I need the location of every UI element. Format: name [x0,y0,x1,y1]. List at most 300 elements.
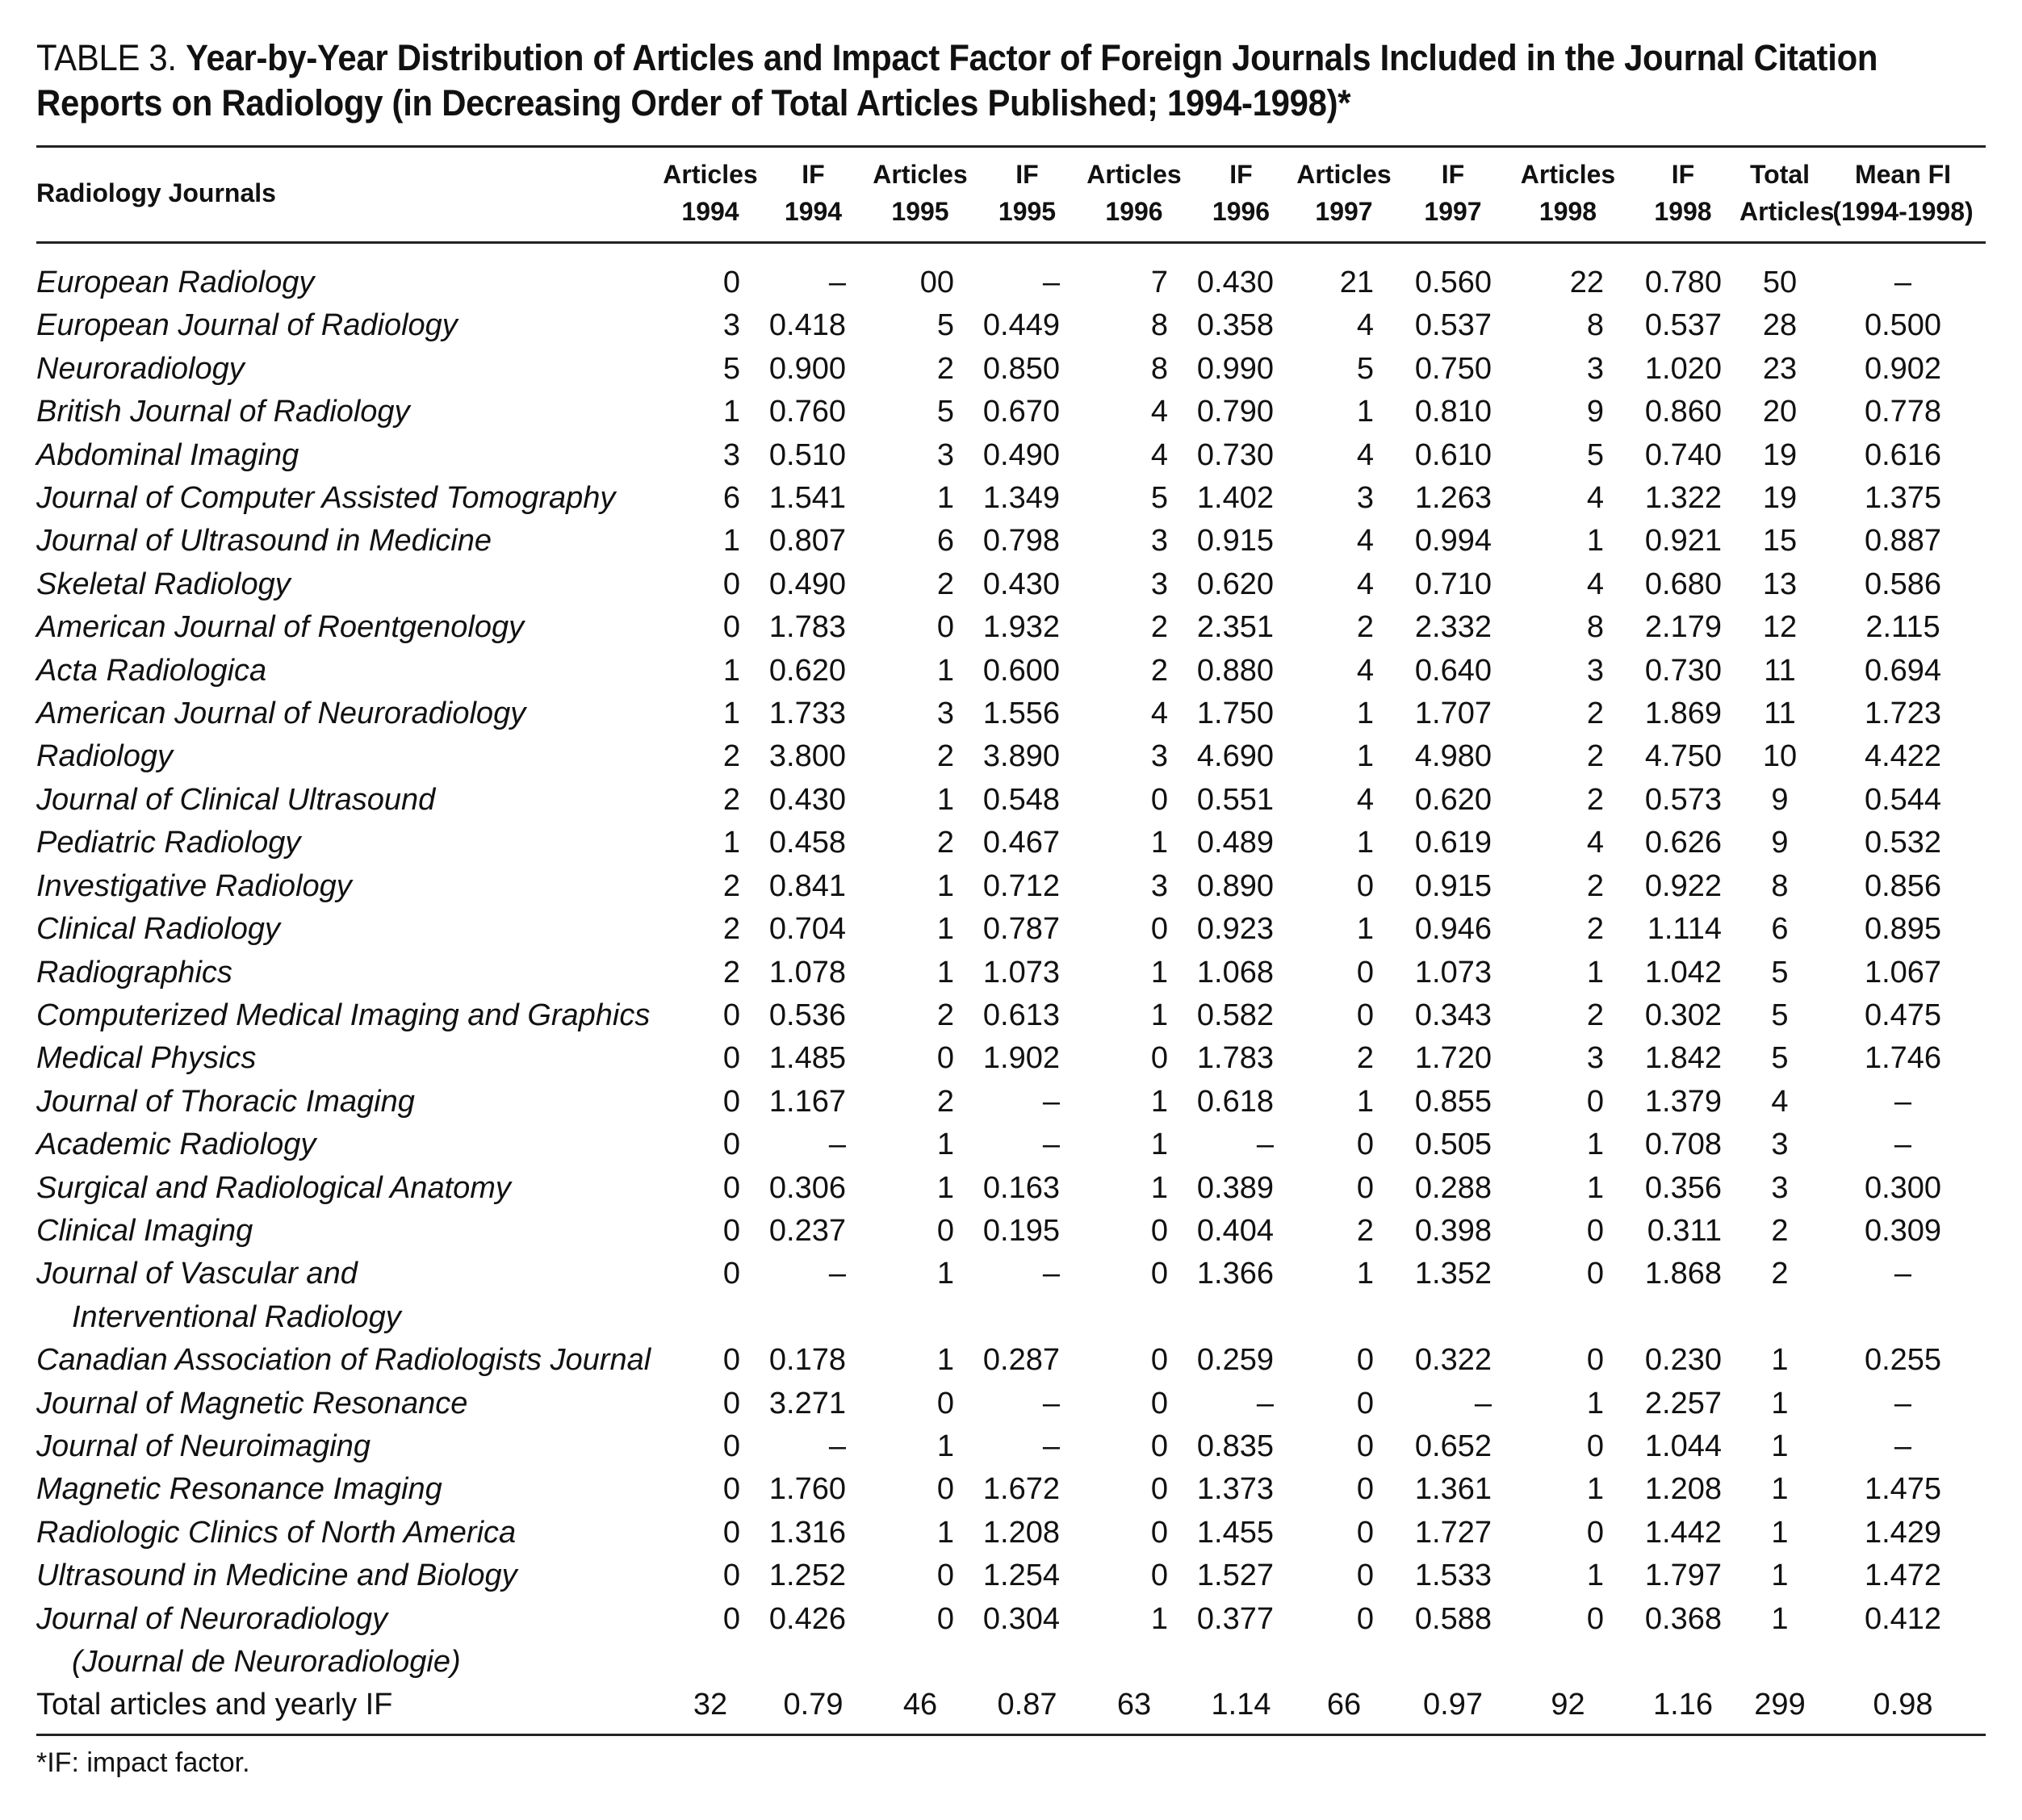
table-cell: 1.672 [982,1472,1060,1507]
table-cell: – [1894,1386,1912,1420]
header-line: Articles [1520,160,1616,189]
journal-name [36,1554,658,1597]
table-cell: 1 [936,782,954,817]
table-cell: 0 [936,1213,954,1248]
total-cell: 92 [1509,1684,1626,1734]
table-row [36,779,1986,822]
table-cell: 0.619 [1414,826,1492,860]
table-cell: 2 [1586,739,1604,774]
table-row [36,434,1986,477]
journal-name-text: Journal of Neuroimaging [36,1429,371,1463]
table-row [36,822,1986,864]
journal-name [36,1081,658,1123]
table-cell: 0.343 [1414,998,1492,1032]
table-cell: 0.302 [1644,998,1722,1032]
table-cell: 1 [936,868,954,903]
table-cell: 4 [1356,524,1374,559]
table-cell: 4 [1150,437,1168,472]
table-cell: 1.541 [768,481,846,516]
table-cell: 1.472 [1864,1559,1942,1593]
table-cell: 1 [1771,1472,1789,1507]
table-cell: 3 [936,697,954,731]
table-cell: 0 [722,1343,740,1378]
table-cell: 1.078 [768,955,846,989]
table-cell: 19 [1762,437,1798,472]
table-cell: 1 [1586,524,1604,559]
journal-name [36,1383,658,1425]
journal-table [36,145,1986,1736]
header-line: Mean FI [1854,160,1952,189]
table-cell: 1 [936,481,954,516]
journal-name [36,692,658,735]
table-cell: 0.532 [1864,826,1942,860]
table-cell: 12 [1762,610,1798,645]
journal-name-text: Radiology [36,739,173,774]
table-cell: 0.780 [1644,266,1722,299]
table-cell: 0.708 [1644,1128,1722,1162]
table-cell: 1.746 [1864,1041,1942,1076]
total-cell: 1.16 [1626,1684,1739,1734]
table-cell: 0 [1150,1257,1168,1291]
total-cell: 63 [1078,1684,1191,1734]
table-cell: 3 [1150,567,1168,601]
table-cell: 3.890 [982,739,1060,774]
table-cell: 0 [1356,998,1374,1032]
table-cell: 1 [1356,697,1374,731]
table-cell: 0 [1586,1257,1604,1291]
header-col-7 [1396,147,1509,243]
table-cell: 1 [1356,826,1374,860]
journal-name [36,391,658,433]
header-col-6 [1291,147,1396,243]
table-cell: 4 [1356,782,1374,817]
table-cell: – [1042,266,1060,299]
table-cell: 0.418 [768,308,846,343]
table-cell: 0 [722,1257,740,1291]
table-cell: 0 [1150,1041,1168,1076]
table-cell: 0.551 [1196,782,1274,817]
table-cell: 0.670 [982,395,1060,429]
table-cell: 0.946 [1414,912,1492,947]
table-cell: 0 [722,1472,740,1507]
journal-name [36,994,658,1037]
total-cell: 32 [658,1684,763,1734]
table-cell: 1.720 [1414,1041,1492,1076]
table-cell: 0.490 [768,567,846,601]
header-line: Articles [1296,160,1392,189]
table-cell: 1 [1771,1559,1789,1593]
journal-name-text: Academic Radiology [36,1128,316,1162]
table-cell: 2.332 [1414,610,1492,645]
journal-name-text: Journal of Thoracic Imaging [36,1084,415,1119]
table-cell: 2 [936,1084,954,1119]
journal-name [36,650,658,692]
journal-name-text: Journal of Clinical Ultrasound [36,782,436,817]
journal-name [36,1210,658,1253]
table-cell: 1.114 [1647,912,1722,947]
table-cell: 3 [1150,739,1168,774]
table-cell: 0.620 [1414,782,1492,817]
table-cell: 0 [722,1515,740,1550]
table-cell: 2 [722,955,740,989]
table-cell: 0.505 [1414,1128,1492,1162]
journal-name-text: Investigative Radiology [36,868,352,903]
footnote: *IF: impact factor. [36,1747,250,1778]
table-cell: 0.740 [1644,437,1722,472]
header-line: IF [1441,160,1465,189]
table-cell: – [1894,266,1912,299]
journal-name-text: Acta Radiologica [36,653,267,688]
table-cell: 1 [936,912,954,947]
table-cell: 0 [722,1601,740,1636]
table-cell: 1.352 [1414,1257,1492,1291]
table-cell: 0.412 [1864,1601,1942,1636]
table-cell: 0 [1586,1084,1604,1119]
table-cell: 0 [722,610,740,645]
table-cell: 0.430 [982,567,1060,601]
table-cell: 1.208 [982,1515,1060,1550]
table-cell: 4 [1356,437,1374,472]
table-cell: 0.620 [768,653,846,688]
table-cell: 9 [1771,826,1789,860]
table-cell: 1 [936,1257,954,1291]
table-cell: 23 [1762,351,1798,386]
table-cell: 0 [1356,1559,1374,1593]
table-cell: 0.237 [768,1213,846,1248]
table-cell: 1.167 [768,1084,846,1119]
table-cell: 0.730 [1644,653,1722,688]
table-cell: 0 [722,1084,740,1119]
table-cell: 20 [1762,395,1798,429]
journal-name [36,477,658,520]
table-cell: 0.798 [982,524,1060,559]
journal-name-text: Clinical Radiology [36,912,281,947]
table-cell: 0.921 [1644,524,1722,559]
table-cell: 3 [722,437,740,472]
table-cell: 0 [1356,1515,1374,1550]
table-cell: 2 [1586,782,1604,817]
journal-name [36,348,658,391]
table-cell: 0 [1150,1386,1168,1420]
table-row [36,1210,1986,1253]
table-cell: 0.430 [768,782,846,817]
table-cell: 1.379 [1644,1084,1722,1119]
table-cell: 0.178 [768,1343,846,1378]
table-cell: 5 [936,308,954,343]
journal-name-text: European Radiology [36,266,315,299]
journal-name [36,434,658,477]
header-col-10 [1739,147,1835,243]
table-header [36,147,1986,243]
table-row [36,1037,1986,1080]
table-cell: 0.389 [1196,1170,1274,1205]
table-cell: – [1894,1429,1912,1463]
total-cell: 66 [1291,1684,1396,1734]
journal-name-text: American Journal of Roentgenology [36,610,525,645]
table-cell: 1 [722,524,740,559]
table-cell: 2 [936,351,954,386]
header-line: Articles [663,160,758,189]
table-cell: 1.044 [1644,1429,1722,1463]
table-cell: – [1474,1386,1492,1420]
table-cell: 1 [1586,1128,1604,1162]
table-cell: 1 [1771,1601,1789,1636]
table-cell: 1.760 [768,1472,846,1507]
table-cell: 0.288 [1414,1170,1492,1205]
table-cell: 0.841 [768,868,846,903]
header-line: 1997 [1424,197,1482,226]
table-cell: 1 [1356,1084,1374,1119]
table-title: Year-by-Year Distribution of Articles and Impact Factor of Foreign Journals Included in the Journal Citation Reports on Radiology (in Decreasing Order of Total Articles Published; 1994-1998)* [36,37,1878,123]
table-cell: 2 [1586,697,1604,731]
total-cell: 299 [1739,1684,1820,1734]
total-cell: 0.87 [977,1684,1078,1734]
journal-name-continued: (Journal de Neuroradiologie) [72,1645,461,1679]
header-line: 1998 [1654,197,1712,226]
table-cell: 0 [936,1386,954,1420]
table-cell: 8 [1771,868,1789,903]
table-cell: 2.257 [1644,1386,1722,1420]
table-cell: 1.366 [1196,1257,1274,1291]
table-cell: 1.067 [1864,955,1942,989]
table-cell: – [1894,1084,1912,1119]
table-cell: 6 [936,524,954,559]
table-cell: – [828,1128,846,1162]
table-cell: – [828,1257,846,1291]
table-cell: 5 [1356,351,1374,386]
header-line: Articles [1739,197,1835,226]
table-row [36,735,1986,778]
table-cell: 0.377 [1196,1601,1274,1636]
table-cell: 2 [936,739,954,774]
table-cell: 2 [936,826,954,860]
table-cell: – [1042,1429,1060,1463]
table-cell: 0.787 [982,912,1060,947]
table-cell: 1 [1586,1472,1604,1507]
table-cell: 1.533 [1414,1559,1492,1593]
table-cell: 0.259 [1196,1343,1274,1378]
table-cell: 0 [1150,1559,1168,1593]
table-row [36,1167,1986,1210]
table-cell: 1 [1771,1429,1789,1463]
table-cell: 1.252 [768,1559,846,1593]
table-cell: 0.588 [1414,1601,1492,1636]
table-cell: 0 [1356,1429,1374,1463]
table-cell: 0.902 [1864,351,1942,386]
table-row [36,391,1986,433]
table-cell: 19 [1762,481,1798,516]
header-line: IF [1015,160,1039,189]
total-row [36,1684,1986,1734]
table-cell: 1.455 [1196,1515,1274,1550]
table-cell: 4 [1771,1084,1789,1119]
table-cell: 1.902 [982,1041,1060,1076]
header-col-0 [658,147,763,243]
table-row [36,1554,1986,1597]
table-cell: 0 [1356,955,1374,989]
header-line: Articles [1086,160,1182,189]
table-cell: 0 [1586,1601,1604,1636]
table-cell: 1.797 [1644,1559,1722,1593]
journal-name [36,1123,658,1166]
header-line: IF [802,160,825,189]
table-cell: 15 [1762,524,1798,559]
table-cell: 2 [936,998,954,1032]
table-cell: 0 [722,1170,740,1205]
table-cell: 0.426 [768,1601,846,1636]
journal-name-text: Skeletal Radiology [36,567,291,601]
total-cell: 0.98 [1820,1684,1986,1734]
table-cell: 1 [1356,395,1374,429]
table-cell: 0 [722,1213,740,1248]
table-cell: 50 [1762,266,1798,299]
table-cell: 5 [1771,1041,1789,1076]
journal-name [36,1468,658,1511]
table-cell: 4 [1356,567,1374,601]
table-cell: 1.068 [1196,955,1274,989]
table-cell: 0 [1586,1429,1604,1463]
table-row [36,1598,1986,1684]
table-cell: 0.230 [1644,1343,1722,1378]
table-cell: 3 [1586,1041,1604,1076]
table-cell: 0.778 [1864,395,1942,429]
table-cell: 1 [1150,1128,1168,1162]
table-cell: 0.548 [982,782,1060,817]
table-cell: 0.618 [1196,1084,1274,1119]
table-cell: 1.042 [1644,955,1722,989]
table-cell: 0.309 [1864,1213,1942,1248]
table-cell: 1.361 [1414,1472,1492,1507]
table-cell: 8 [1150,351,1168,386]
table-cell: 0 [936,1559,954,1593]
table-cell: 0.915 [1414,868,1492,903]
header-journals: Radiology Journals [36,147,658,243]
table-cell: 2 [1586,868,1604,903]
table-cell: 1.073 [982,955,1060,989]
table-cell: 1.527 [1196,1559,1274,1593]
table-cell: 1.349 [982,481,1060,516]
table-cell: 0 [936,1472,954,1507]
table-cell: 2 [1771,1257,1789,1291]
header-line: Articles [873,160,968,189]
table-cell: 0.304 [982,1601,1060,1636]
table-cell: 0.255 [1864,1343,1942,1378]
table-cell: 00 [919,266,954,299]
table-cell: 0 [1356,868,1374,903]
table-cell: – [1042,1386,1060,1420]
table-cell: 0.915 [1196,524,1274,559]
table-cell: 11 [1764,653,1796,688]
journal-name [36,1598,658,1684]
table-cell: 5 [936,395,954,429]
table-cell: 1.429 [1864,1515,1942,1550]
table-row [36,1383,1986,1425]
header-col-8 [1509,147,1626,243]
table-row [36,1339,1986,1382]
table-cell: 3 [722,308,740,343]
table-cell: 0.880 [1196,653,1274,688]
table-cell: 1.727 [1414,1515,1492,1550]
table-cell: 1 [1150,1601,1168,1636]
table-cell: 0.163 [982,1170,1060,1205]
table-cell: 3 [1150,868,1168,903]
table-cell: 0 [1586,1343,1604,1378]
journal-name-text: Ultrasound in Medicine and Biology [36,1559,517,1593]
journal-name [36,1425,658,1468]
table-cell: 3 [1586,653,1604,688]
table-cell: 4 [1586,481,1604,516]
table-cell: 1 [936,1515,954,1550]
total-label: Total articles and yearly IF [36,1684,658,1734]
table-cell: 1.475 [1864,1472,1942,1507]
table-cell: 0 [1150,1472,1168,1507]
table-cell: 0 [936,1601,954,1636]
table-cell: 1 [1586,1559,1604,1593]
header-col-2 [864,147,977,243]
header-col-3 [977,147,1078,243]
table-cell: 0.195 [982,1213,1060,1248]
table-cell: 1 [722,697,740,731]
table-cell: 28 [1762,308,1798,343]
table-cell: 0 [1150,1213,1168,1248]
table-cell: 0.537 [1414,308,1492,343]
table-row [36,994,1986,1037]
journal-name [36,822,658,864]
table-cell: 4 [1356,653,1374,688]
journal-name-text: Neuroradiology [36,351,245,386]
table-cell: 1 [936,1343,954,1378]
table-cell: 0.850 [982,351,1060,386]
table-cell: 1 [1586,1170,1604,1205]
table-cell: 9 [1586,395,1604,429]
journal-name-continued: Interventional Radiology [72,1299,401,1334]
table-cell: 0 [936,610,954,645]
table-cell: 11 [1764,697,1796,731]
table-cell: 1 [1771,1343,1789,1378]
table-cell: 5 [1771,955,1789,989]
journal-name-text: American Journal of Neuroradiology [36,697,526,731]
table-cell: 0.730 [1196,437,1274,472]
table-cell: 0 [1356,1170,1374,1205]
table-cell: 1 [722,653,740,688]
table-cell: 4.690 [1196,739,1274,774]
journal-name-text: Canadian Association of Radiologists Journal [36,1343,651,1378]
table-cell: 4.750 [1644,739,1722,774]
table-cell: – [1894,1128,1912,1162]
table-cell: 1.020 [1644,351,1722,386]
header-line: IF [1229,160,1253,189]
table-cell: 1 [1356,912,1374,947]
table-cell: 1.208 [1644,1472,1722,1507]
table-cell: 0 [722,1128,740,1162]
table-cell: 6 [1771,912,1789,947]
table-cell: 0.790 [1196,395,1274,429]
table-cell: 0.922 [1644,868,1722,903]
table-cell: 0.652 [1414,1429,1492,1463]
table-cell: 1.402 [1196,481,1274,516]
table-row [36,1512,1986,1554]
table-cell: 1.254 [982,1559,1060,1593]
table-cell: 1.316 [768,1515,846,1550]
journal-name-text: Pediatric Radiology [36,826,301,860]
table-cell: 7 [1150,266,1168,299]
table-cell: 1 [936,1429,954,1463]
journal-name-text: Journal of Ultrasound in Medicine [36,524,492,559]
journal-name-text: Magnetic Resonance Imaging [36,1472,442,1507]
journal-name [36,243,658,305]
header-line: 1996 [1212,197,1271,226]
table-cell: 8 [1150,308,1168,343]
